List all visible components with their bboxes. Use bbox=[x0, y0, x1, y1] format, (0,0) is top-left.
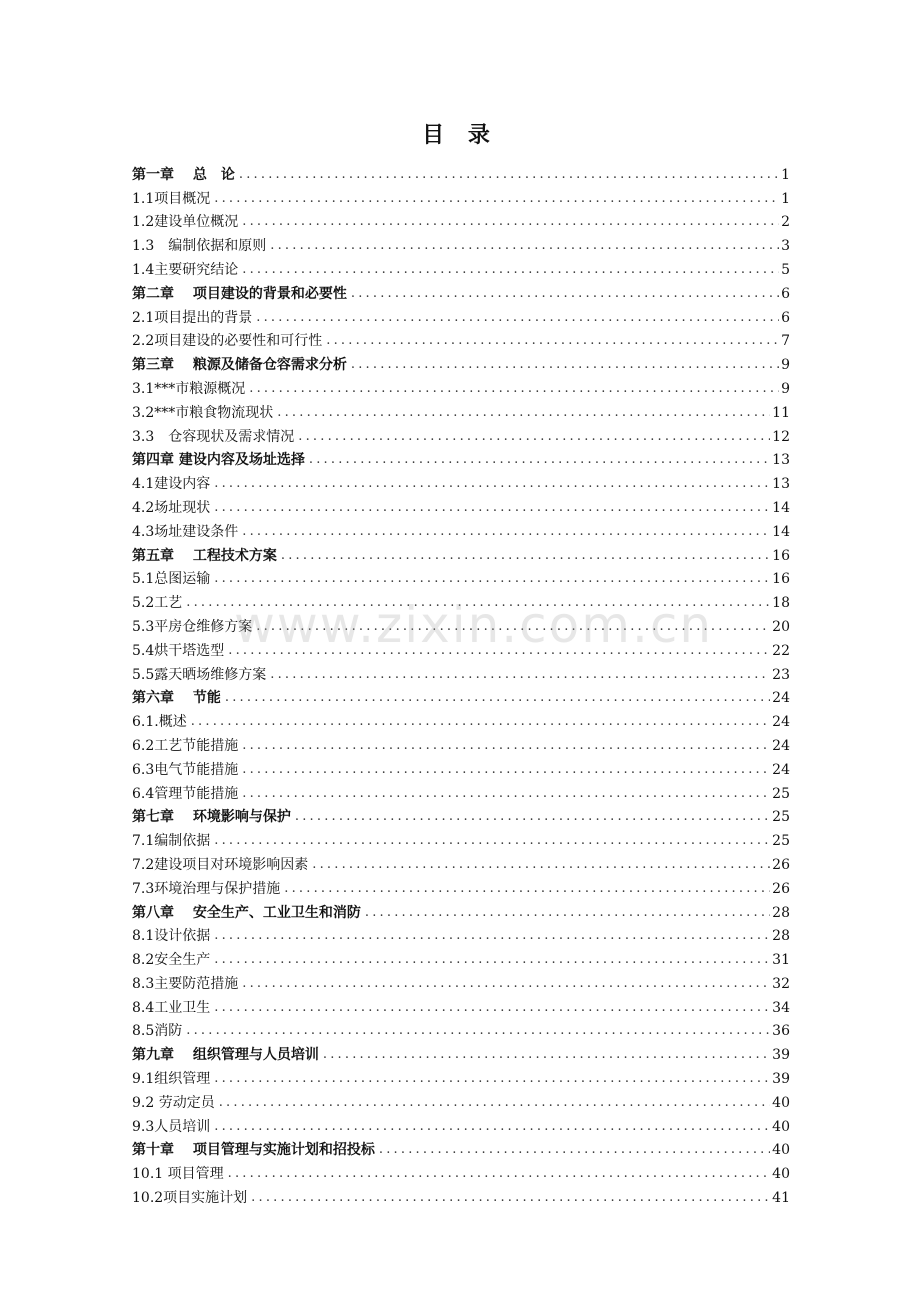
toc-entry-label: 10.1 项目管理 bbox=[132, 1166, 224, 1183]
toc-entry-label: 9.2 劳动定员 bbox=[132, 1094, 215, 1111]
toc-entry-label: 8.1设计依据 bbox=[132, 928, 211, 945]
toc-dot-leader bbox=[270, 237, 779, 255]
toc-dot-leader bbox=[242, 523, 770, 541]
toc-chapter-entry[interactable] bbox=[132, 684, 790, 708]
toc-entry-label: 2.1项目提出的背景 bbox=[132, 309, 253, 326]
toc-page-number: 3 bbox=[781, 238, 790, 255]
toc-chapter-entry[interactable] bbox=[132, 1136, 790, 1160]
toc-page-number: 31 bbox=[772, 952, 790, 969]
toc-dot-leader bbox=[214, 832, 770, 850]
toc-dot-leader bbox=[191, 713, 770, 731]
toc-page-number: 40 bbox=[772, 1166, 790, 1183]
toc-page-number: 28 bbox=[772, 904, 790, 921]
toc-section-entry[interactable] bbox=[132, 612, 790, 636]
toc-page-number: 24 bbox=[772, 761, 790, 778]
toc-section-entry[interactable] bbox=[132, 303, 790, 327]
toc-section-entry[interactable] bbox=[132, 1183, 790, 1207]
toc-page-number: 1 bbox=[781, 190, 790, 207]
toc-entry-label: 6.3电气节能措施 bbox=[132, 761, 239, 778]
toc-entry-label: 5.5露天晒场维修方案 bbox=[132, 666, 267, 683]
toc-entry-label: 第九章 组织管理与人员培训 bbox=[132, 1047, 319, 1064]
toc-section-entry[interactable] bbox=[132, 398, 790, 422]
toc-dot-leader bbox=[214, 570, 770, 588]
toc-dot-leader bbox=[284, 880, 770, 898]
toc-entry-label: 3.2***市粮食物流现状 bbox=[132, 404, 274, 421]
toc-section-entry[interactable] bbox=[132, 588, 790, 612]
toc-entry-label: 5.1总图运输 bbox=[132, 571, 211, 588]
toc-entry-label: 1.3 编制依据和原则 bbox=[132, 238, 267, 255]
toc-entry-label: 7.3环境治理与保护措施 bbox=[132, 880, 281, 897]
toc-section-entry[interactable] bbox=[132, 779, 790, 803]
toc-dot-leader bbox=[351, 285, 779, 303]
toc-page-number: 7 bbox=[781, 333, 790, 350]
toc-entry-label: 8.5消防 bbox=[132, 1023, 183, 1040]
toc-page-number: 26 bbox=[772, 856, 790, 873]
toc-dot-leader bbox=[365, 904, 770, 922]
toc-dot-leader bbox=[256, 618, 770, 636]
toc-section-entry[interactable] bbox=[132, 755, 790, 779]
toc-section-entry[interactable] bbox=[132, 850, 790, 874]
toc-section-entry[interactable] bbox=[132, 327, 790, 351]
page-title: 目 录 bbox=[422, 122, 498, 148]
toc-entry-label: 4.3场址建设条件 bbox=[132, 523, 239, 540]
toc-section-entry[interactable] bbox=[132, 993, 790, 1017]
toc-section-entry[interactable] bbox=[132, 374, 790, 398]
toc-entry-label: 第六章 节能 bbox=[132, 690, 221, 707]
toc-page-number: 9 bbox=[781, 380, 790, 397]
toc-page-number: 40 bbox=[772, 1118, 790, 1135]
toc-page-number: 13 bbox=[772, 476, 790, 493]
toc-dot-leader bbox=[225, 689, 770, 707]
toc-section-entry[interactable] bbox=[132, 493, 790, 517]
toc-section-entry[interactable] bbox=[132, 517, 790, 541]
toc-section-entry[interactable] bbox=[132, 660, 790, 684]
toc-page-number: 25 bbox=[772, 809, 790, 826]
toc-page-number: 23 bbox=[772, 666, 790, 683]
toc-page-number: 34 bbox=[772, 999, 790, 1016]
toc-entry-label: 第三章 粮源及储备仓容需求分析 bbox=[132, 357, 347, 374]
toc-page-number: 20 bbox=[772, 618, 790, 635]
toc-page-number: 16 bbox=[772, 547, 790, 564]
toc-dot-leader bbox=[270, 666, 770, 684]
toc-page-number: 5 bbox=[781, 261, 790, 278]
toc-page-number: 39 bbox=[772, 1047, 790, 1064]
toc-section-entry[interactable] bbox=[132, 826, 790, 850]
toc-page-number: 24 bbox=[772, 714, 790, 731]
toc-section-entry[interactable] bbox=[132, 636, 790, 660]
toc-entry-label: 第五章 工程技术方案 bbox=[132, 547, 277, 564]
toc-entry-label: 9.3人员培训 bbox=[132, 1118, 211, 1135]
toc-entry-label: 10.2项目实施计划 bbox=[132, 1190, 248, 1207]
toc-page-number: 25 bbox=[772, 785, 790, 802]
toc-page-number: 18 bbox=[772, 595, 790, 612]
toc-page-number: 25 bbox=[772, 833, 790, 850]
toc-section-entry[interactable] bbox=[132, 945, 790, 969]
toc-dot-leader bbox=[326, 332, 779, 350]
toc-entry-label: 第四章 建设内容及场址选择 bbox=[132, 452, 305, 469]
toc-entry-label: 1.1项目概况 bbox=[132, 190, 211, 207]
toc-entry-label: 7.2建设项目对环境影响因素 bbox=[132, 856, 309, 873]
toc-page-number: 40 bbox=[772, 1142, 790, 1159]
toc-section-entry[interactable] bbox=[132, 565, 790, 589]
toc-dot-leader bbox=[186, 594, 770, 612]
toc-dot-leader bbox=[351, 356, 779, 374]
toc-entry-label: 6.4管理节能措施 bbox=[132, 785, 239, 802]
toc-entry-label: 8.4工业卫生 bbox=[132, 999, 211, 1016]
toc-dot-leader bbox=[242, 761, 770, 779]
toc-entry-label: 3.1***市粮源概况 bbox=[132, 380, 246, 397]
toc-section-entry[interactable] bbox=[132, 184, 790, 208]
toc-entry-label: 3.3 仓容现状及需求情况 bbox=[132, 428, 295, 445]
toc-entry-label: 7.1编制依据 bbox=[132, 833, 211, 850]
toc-dot-leader bbox=[214, 499, 770, 517]
toc-chapter-entry[interactable] bbox=[132, 446, 790, 470]
toc-dot-leader bbox=[214, 951, 770, 969]
toc-dot-leader bbox=[186, 1022, 770, 1040]
toc-entry-label: 2.2项目建设的必要性和可行性 bbox=[132, 333, 323, 350]
toc-chapter-entry[interactable] bbox=[132, 160, 790, 184]
table-of-contents bbox=[132, 160, 790, 1207]
toc-section-entry[interactable] bbox=[132, 1112, 790, 1136]
toc-dot-leader bbox=[214, 927, 770, 945]
toc-section-entry[interactable] bbox=[132, 1088, 790, 1112]
toc-page-number: 24 bbox=[772, 737, 790, 754]
toc-page-number: 28 bbox=[772, 928, 790, 945]
toc-entry-label: 6.1.概述 bbox=[132, 714, 187, 731]
toc-page-number: 14 bbox=[772, 523, 790, 540]
toc-section-entry[interactable] bbox=[132, 422, 790, 446]
toc-entry-label: 第十章 项目管理与实施计划和招投标 bbox=[132, 1142, 375, 1159]
toc-dot-leader bbox=[242, 975, 770, 993]
toc-section-entry[interactable] bbox=[132, 1017, 790, 1041]
toc-dot-leader bbox=[214, 475, 770, 493]
toc-dot-leader bbox=[251, 1189, 770, 1207]
toc-entry-label: 5.4烘干塔选型 bbox=[132, 642, 225, 659]
toc-section-entry[interactable] bbox=[132, 707, 790, 731]
toc-entry-label: 4.2场址现状 bbox=[132, 499, 211, 516]
toc-entry-label: 第二章 项目建设的背景和必要性 bbox=[132, 285, 347, 302]
toc-page-number: 6 bbox=[781, 309, 790, 326]
toc-page-number: 11 bbox=[772, 404, 790, 421]
toc-section-entry[interactable] bbox=[132, 969, 790, 993]
toc-entry-label: 8.2安全生产 bbox=[132, 952, 211, 969]
toc-entry-label: 1.4主要研究结论 bbox=[132, 261, 239, 278]
toc-page-number: 1 bbox=[781, 166, 790, 183]
toc-dot-leader bbox=[214, 190, 779, 208]
toc-chapter-entry[interactable] bbox=[132, 541, 790, 565]
toc-page-number: 39 bbox=[772, 1071, 790, 1088]
toc-entry-label: 第七章 环境影响与保护 bbox=[132, 809, 291, 826]
toc-dot-leader bbox=[214, 1070, 770, 1088]
toc-page-number: 9 bbox=[781, 357, 790, 374]
toc-section-entry[interactable] bbox=[132, 1064, 790, 1088]
toc-page-number: 26 bbox=[772, 880, 790, 897]
toc-page-number: 36 bbox=[772, 1023, 790, 1040]
toc-dot-leader bbox=[219, 1094, 770, 1112]
toc-entry-label: 第一章 总 论 bbox=[132, 166, 235, 183]
toc-entry-label: 5.3平房仓维修方案 bbox=[132, 618, 253, 635]
toc-section-entry[interactable] bbox=[132, 469, 790, 493]
toc-page-number: 22 bbox=[772, 642, 790, 659]
toc-section-entry[interactable] bbox=[132, 208, 790, 232]
toc-dot-leader bbox=[214, 999, 770, 1017]
toc-chapter-entry[interactable] bbox=[132, 898, 790, 922]
toc-dot-leader bbox=[242, 785, 770, 803]
toc-entry-label: 5.2工艺 bbox=[132, 595, 183, 612]
toc-dot-leader bbox=[277, 404, 770, 422]
toc-page-number: 2 bbox=[781, 214, 790, 231]
toc-section-entry[interactable] bbox=[132, 731, 790, 755]
toc-chapter-entry[interactable] bbox=[132, 350, 790, 374]
watermark: www.zixin.com.cn bbox=[234, 596, 714, 654]
toc-entry-label: 第八章 安全生产、工业卫生和消防 bbox=[132, 904, 361, 921]
toc-page-number: 13 bbox=[772, 452, 790, 469]
toc-dot-leader bbox=[295, 808, 770, 826]
toc-dot-leader bbox=[309, 451, 770, 469]
toc-dot-leader bbox=[228, 1165, 771, 1183]
toc-chapter-entry[interactable] bbox=[132, 279, 790, 303]
toc-page-number: 16 bbox=[772, 571, 790, 588]
toc-dot-leader bbox=[239, 166, 779, 184]
toc-dot-leader bbox=[228, 642, 770, 660]
toc-chapter-entry[interactable] bbox=[132, 1040, 790, 1064]
toc-chapter-entry[interactable] bbox=[132, 803, 790, 827]
toc-entry-label: 4.1建设内容 bbox=[132, 476, 211, 493]
toc-section-entry[interactable] bbox=[132, 874, 790, 898]
toc-page-number: 14 bbox=[772, 499, 790, 516]
toc-section-entry[interactable] bbox=[132, 922, 790, 946]
toc-section-entry[interactable] bbox=[132, 255, 790, 279]
toc-entry-label: 6.2工艺节能措施 bbox=[132, 737, 239, 754]
toc-dot-leader bbox=[379, 1141, 770, 1159]
toc-page-number: 6 bbox=[781, 285, 790, 302]
toc-dot-leader bbox=[323, 1046, 770, 1064]
toc-page-number: 41 bbox=[772, 1190, 790, 1207]
toc-dot-leader bbox=[214, 1118, 770, 1136]
toc-page-number: 32 bbox=[772, 975, 790, 992]
toc-page-number: 24 bbox=[772, 690, 790, 707]
toc-entry-label: 9.1组织管理 bbox=[132, 1071, 211, 1088]
toc-page-number: 40 bbox=[772, 1094, 790, 1111]
toc-section-entry[interactable] bbox=[132, 1159, 790, 1183]
toc-dot-leader bbox=[242, 261, 779, 279]
toc-dot-leader bbox=[312, 856, 770, 874]
toc-dot-leader bbox=[242, 213, 779, 231]
toc-dot-leader bbox=[281, 547, 770, 565]
toc-dot-leader bbox=[256, 309, 779, 327]
toc-entry-label: 1.2建设单位概况 bbox=[132, 214, 239, 231]
toc-dot-leader bbox=[242, 737, 770, 755]
toc-entry-label: 8.3主要防范措施 bbox=[132, 975, 239, 992]
toc-section-entry[interactable] bbox=[132, 231, 790, 255]
toc-page-number: 12 bbox=[772, 428, 790, 445]
toc-dot-leader bbox=[298, 428, 770, 446]
toc-dot-leader bbox=[249, 380, 779, 398]
